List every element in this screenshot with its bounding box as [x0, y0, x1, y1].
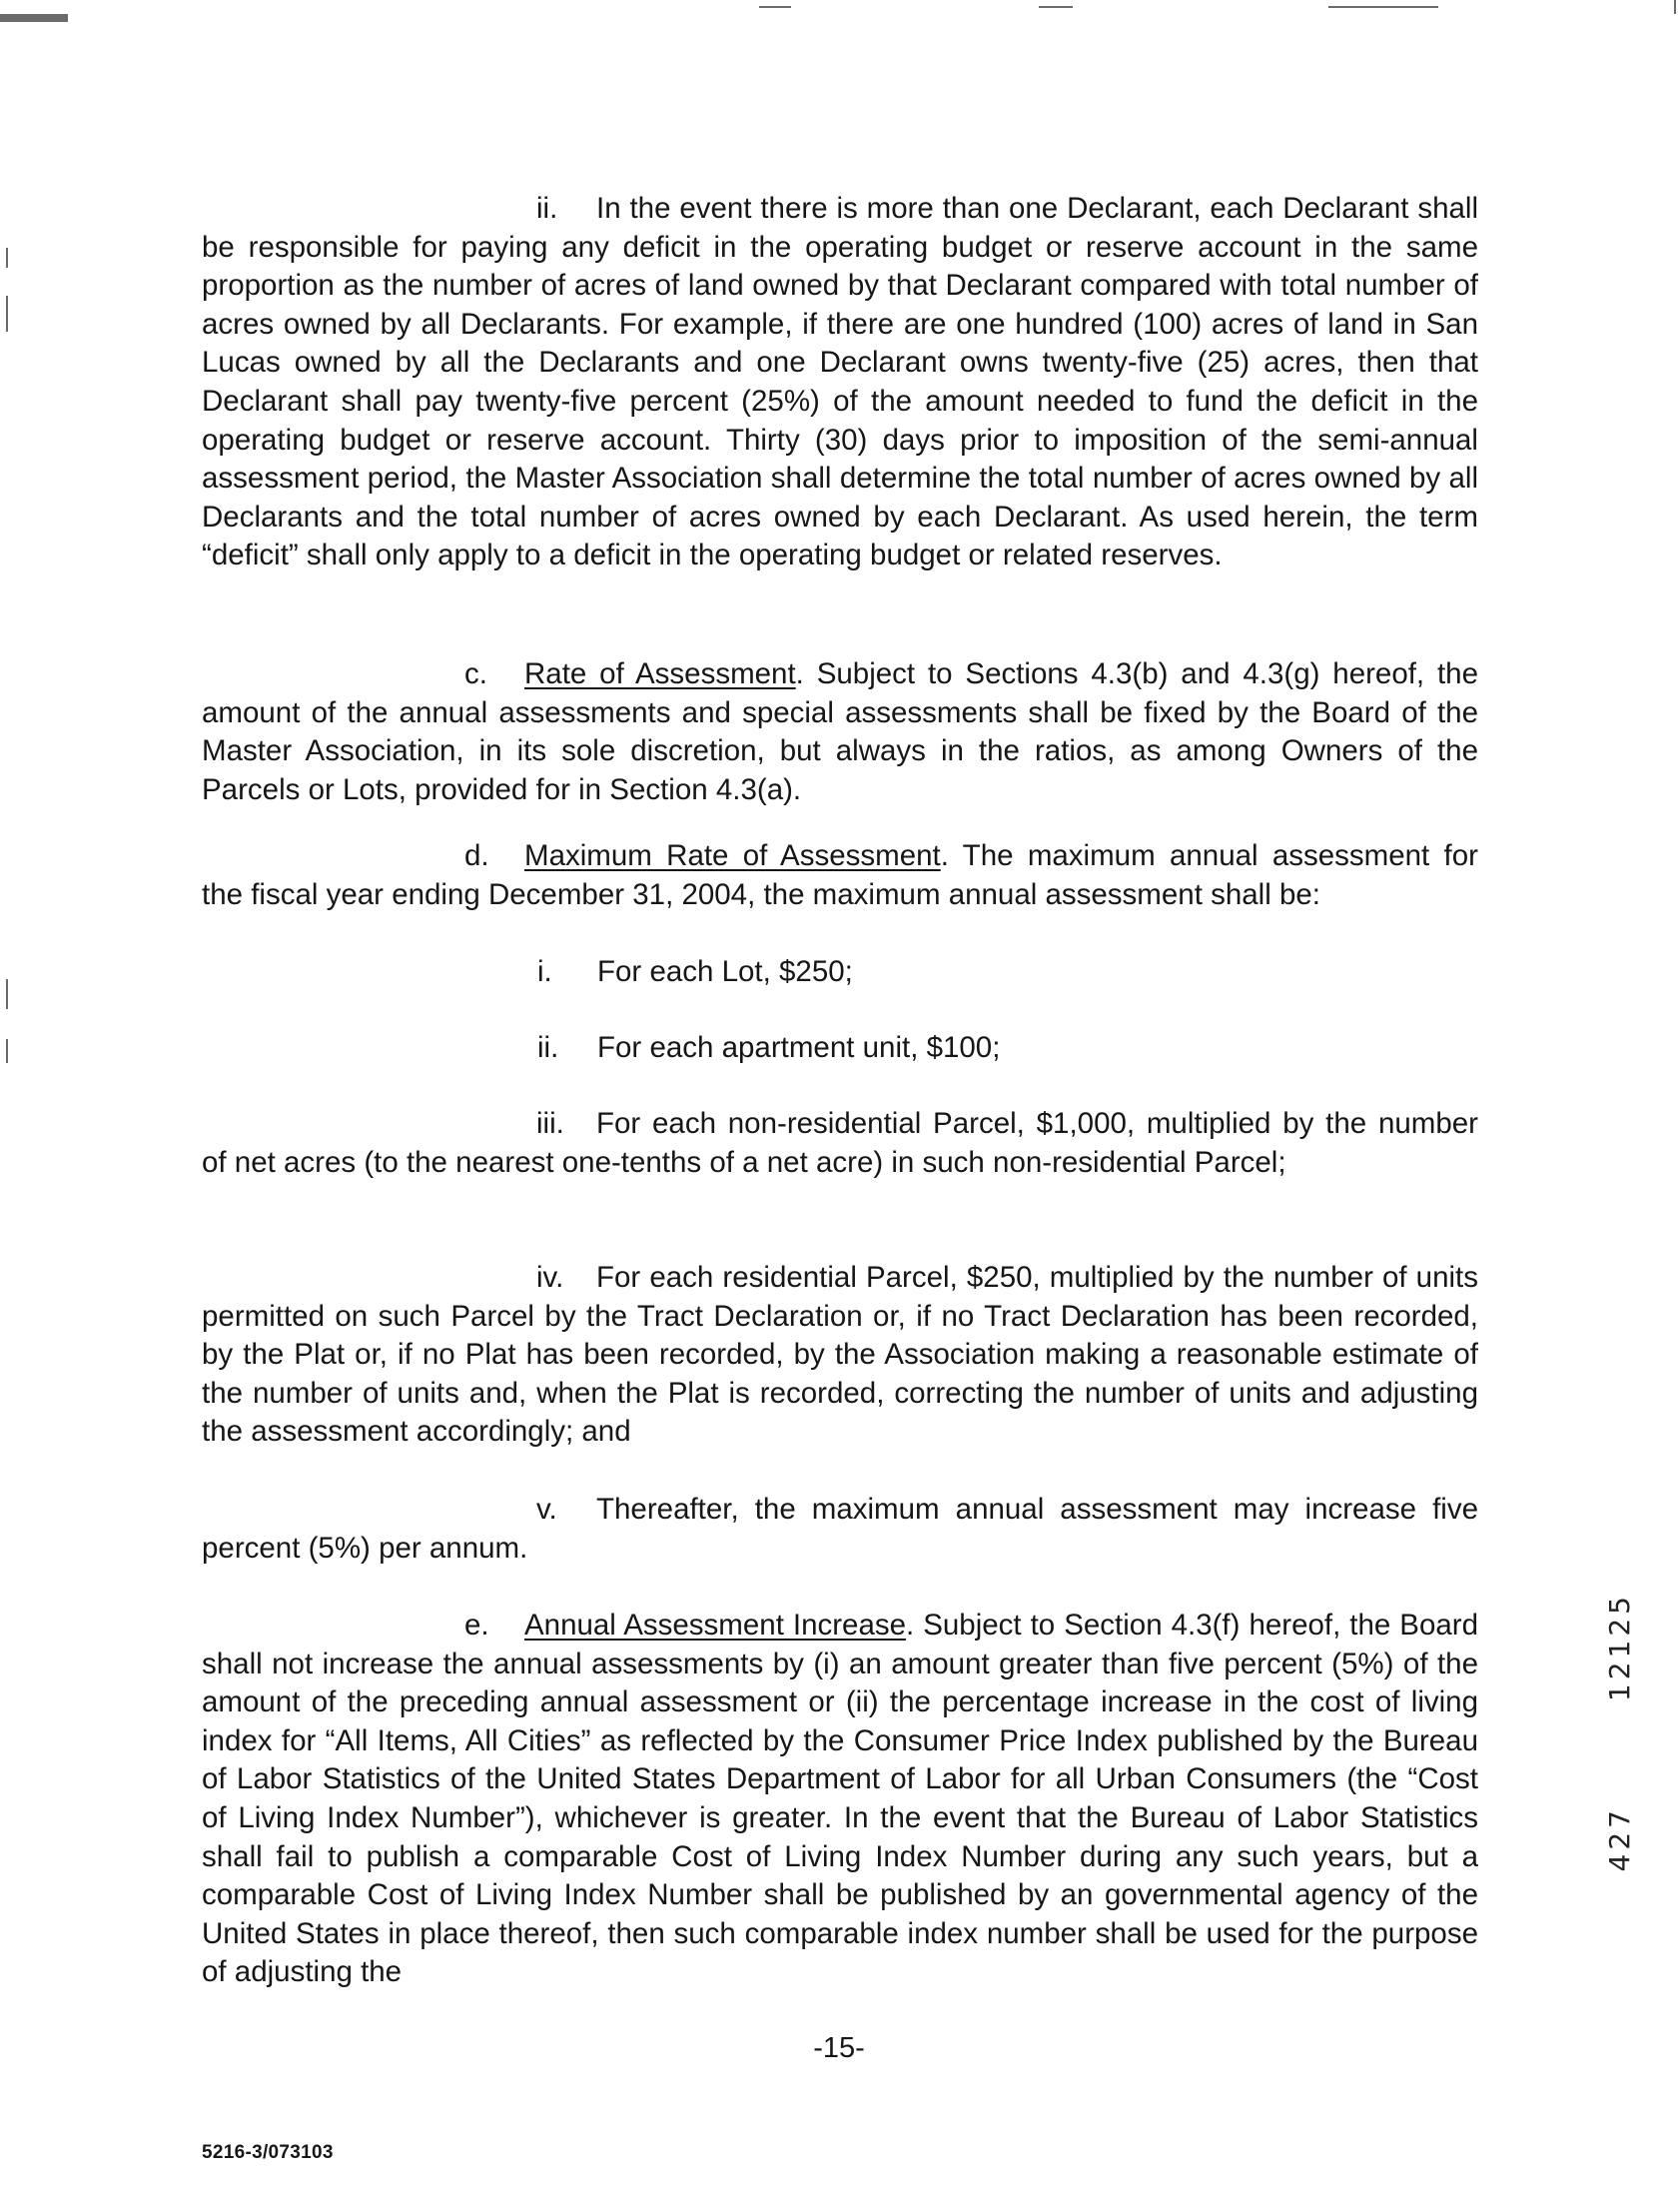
margin-recording-stamp-bottom: 427: [1603, 1806, 1636, 1872]
list-item-iv: [202, 1259, 1478, 1452]
list-marker: iii.: [536, 1107, 564, 1140]
scan-artifact-right-edge: [1674, 0, 1676, 14]
paragraph-text: . The maximum annual assessment for the fiscal year ending December 31, 2004, the maximum annual assessment shall be:: [202, 839, 1478, 911]
list-marker: ii.: [537, 1031, 559, 1064]
list-marker: v.: [536, 1493, 557, 1526]
list-text: For each Lot, $250;: [597, 955, 853, 988]
list-marker: i.: [537, 955, 552, 988]
section-heading: Maximum Rate of Assessment: [524, 839, 941, 872]
scan-artifact-top-left: [0, 14, 68, 22]
paragraph-ii-deficit: [202, 190, 1478, 575]
list-marker: iv.: [536, 1261, 564, 1294]
list-text: Thereafter, the maximum annual assessment may increase five percent (5%) per annum.: [202, 1493, 1478, 1565]
scan-artifact-edge-mark-3: [6, 979, 8, 1009]
list-item-i: [537, 953, 853, 992]
paragraph-text: . Subject to Sections 4.3(b) and 4.3(g) hereof, the amount of the annual assessments and special assessments shall be fixed by the Board of the Master Association, in its sole discretion, but always in the ratios, as among Owners of the Parcels or Lots, provided for in Section 4.3(a).: [202, 657, 1478, 806]
scan-artifact-edge-mark-1: [6, 248, 8, 268]
scan-artifact-edge-mark-4: [6, 1039, 8, 1063]
paragraph-marker: ii.: [536, 192, 558, 225]
list-item-ii: [537, 1029, 1000, 1068]
paragraph-d-maximum-rate: [202, 837, 1478, 914]
scan-artifact-edge-mark-2: [6, 296, 8, 332]
paragraph-text: In the event there is more than one Declarant, each Declarant shall be responsible for paying any deficit in the operating budget or reserve account in the same proportion as the number of acres of land owned by that Declarant compared with total number of acres owned by all Declarants. For example, if there are one hundred (100) acres of land in San Lucas owned by all the Declarants and one Declarant owns twenty-five (25) acres, then that Declarant shall pay twenty-five percent (25%) of the amount needed to fund the deficit in the operating budget or reserve account. Thirty (30) days prior to imposition of the semi-annual assessment period, the Master Association shall determine the total number of acres owned by all Declarants and the total number of acres owned by each Declarant. As used herein, the term “deficit” shall only apply to a deficit in the operating budget or related reserves.: [202, 192, 1478, 572]
list-text: For each residential Parcel, $250, multiplied by the number of units permitted on such Parcel by the Tract Declaration or, if no Tract Declaration has been recorded, by the Plat or, if no Plat has been recorded, by the Association making a reasonable estimate of the number of units and, when the Plat is recorded, correcting the number of units and adjusting the assessment accordingly; and: [202, 1261, 1478, 1449]
paragraph-marker: c.: [464, 657, 487, 690]
paragraph-e-annual-increase: [202, 1607, 1478, 1992]
margin-recording-stamp-top: 12125: [1603, 1593, 1636, 1702]
list-item-iii: [202, 1105, 1478, 1182]
paragraph-marker: d.: [464, 839, 489, 872]
paragraph-marker: e.: [464, 1609, 489, 1642]
list-text: For each non-residential Parcel, $1,000, multiplied by the number of net acres (to the nearest one-tenths of a net acre) in such non-residential Parcel;: [202, 1107, 1478, 1179]
page-number: -15-: [813, 2032, 865, 2064]
list-item-v: [202, 1491, 1478, 1568]
scan-artifact-top-rule-2: [1039, 6, 1073, 8]
section-heading: Rate of Assessment: [524, 657, 796, 690]
section-heading: Annual Assessment Increase: [524, 1609, 907, 1642]
list-text: For each apartment unit, $100;: [597, 1031, 1001, 1064]
paragraph-text: . Subject to Section 4.3(f) hereof, the Board shall not increase the annual assessments by (i) an amount greater than five percent (5%) of the amount of the preceding annual assessment or (ii) the percentage increase in the cost of living index for “All Items, All Cities” as reflected by the Consumer Price Index published by the Bureau of Labor Statistics of the United States Department of Labor for all Urban Consumers (the “Cost of Living Index Number”), whichever is greater. In the event that the Bureau of Labor Statistics shall fail to publish a comparable Cost of Living Index Number during any such years, but a comparable Cost of Living Index Number shall be published by an governmental agency of the United States in place thereof, then such comparable index number shall be used for the purpose of adjusting the: [202, 1609, 1478, 1989]
paragraph-c-rate-of-assessment: [202, 655, 1478, 809]
scan-artifact-top-rule-1: [759, 6, 791, 8]
document-id: 5216-3/073103: [202, 2142, 334, 2163]
scan-artifact-top-rule-3: [1328, 6, 1438, 8]
